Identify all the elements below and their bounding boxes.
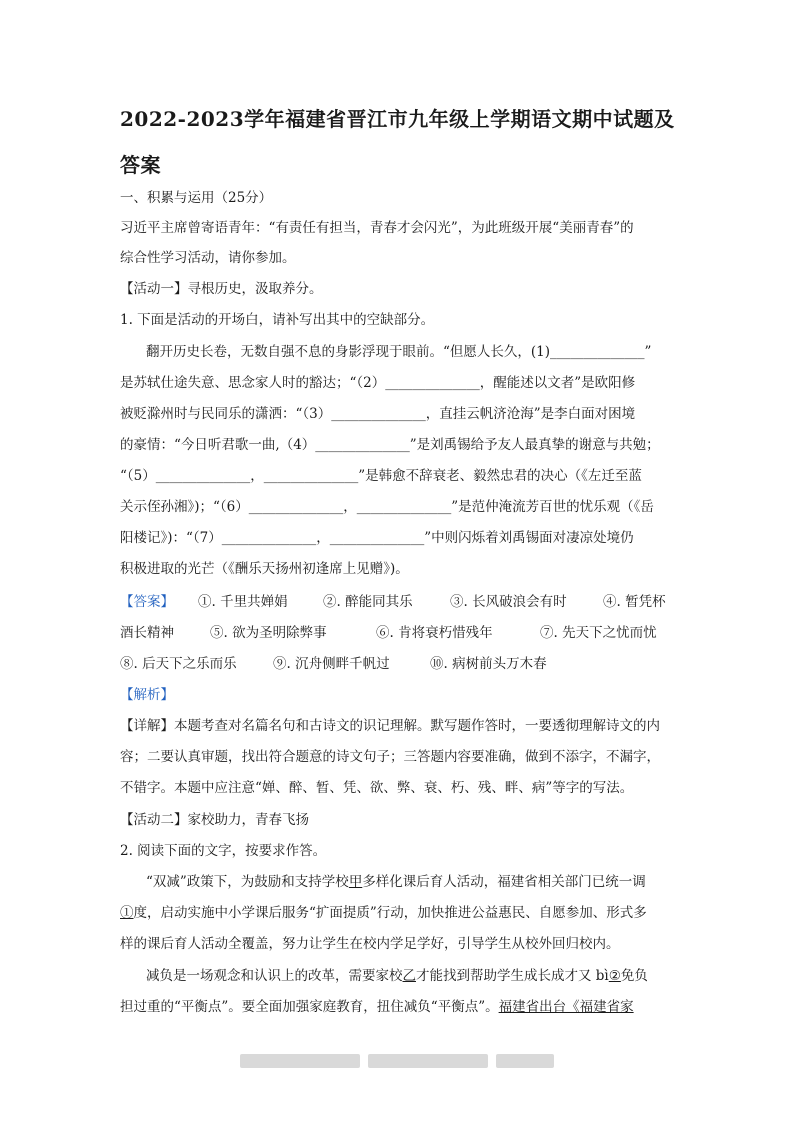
answer-row-3 xyxy=(120,654,680,674)
detail-line-1: 【详解】本题考查对名篇名句和古诗文的识记理解。默写题作答时，一要透彻理解诗文的内 xyxy=(120,718,660,734)
intro-line-1: 习近平主席曾寄语青年：“有责任有担当，青春才会闪光”，为此班级开展“美丽青春”的 xyxy=(120,220,634,236)
passage2-text: 多样化课后育人活动，福建省相关部门已统一调 xyxy=(362,874,646,890)
passage1-line-3: 被贬滁州时与民同乐的潇洒：“（3）______________，直挂云帆济沧海”是李白面对困境 xyxy=(120,406,636,422)
answer-row-1 xyxy=(120,592,680,612)
question-2: 2. 阅读下面的文字，按要求作答。 xyxy=(120,843,327,859)
question-1: 1. 下面是活动的开场白，请补写出其中的空缺部分。 xyxy=(120,312,435,328)
passage1-line-1: 翻开历史长卷，无数自强不息的身影浮现于眼前。“但愿人长久，(1)______________” xyxy=(146,344,652,360)
passage2-text: 度，启动实施中小学课后服务“扩面提质”行动，加快推进公益惠民、自愿参加、形式多 xyxy=(133,905,647,921)
passage1-line-8: 积极进取的光芒（《酬乐天扬州初逢席上见赠》)。 xyxy=(120,561,409,577)
answer-item: 酒长精神 xyxy=(120,625,174,641)
blurred-footer-segment xyxy=(240,1054,360,1068)
passage2-line-4 xyxy=(146,966,648,986)
answer-item: ⑥. 肯将衰朽惜残年 xyxy=(376,625,493,641)
answer-row-2 xyxy=(120,623,680,643)
answer-item: ⑤. 欲为圣明除弊事 xyxy=(210,625,327,641)
answer-item: ⑧. 后天下之乐而乐 xyxy=(120,656,237,672)
passage2-text: 减负是一场观念和认识上的改革，需要家校 xyxy=(146,968,403,984)
answer-item: ⑨. 沉舟侧畔千帆过 xyxy=(273,656,390,672)
passage2-line-3: 样的课后育人活动全覆盖，努力让学生在校内学足学好，引导学生从校外回归校内。 xyxy=(120,936,620,952)
passage2-text: 担过重的“平衡点”。要全面加强家庭教育，扭住减负“平衡点”。 xyxy=(120,999,499,1015)
passage1-line-2: 是苏轼仕途失意、思念家人时的豁达；“（2）______________，醒能述以文者”是欧阳修 xyxy=(120,375,636,391)
blank-marker-1: ① xyxy=(120,905,134,921)
blurred-footer-segment xyxy=(368,1054,488,1068)
blank-marker-2: ② xyxy=(608,968,621,984)
passage1-line-7: 阳楼记》)：“（7）______________，______________”中则闪烁着刘禹锡面对凄凉处境仍 xyxy=(120,530,634,546)
passage2-text: 才能找到帮助学生成长成才又 bì xyxy=(416,968,609,984)
section-heading: 一、积累与运用（25分） xyxy=(120,190,273,206)
passage2-underlined-text: 福建省出台《福建省家 xyxy=(498,999,634,1015)
passage2-line-2 xyxy=(120,903,647,923)
answer-item: ①. 千里共婵娟 xyxy=(198,594,288,610)
passage1-line-4: 的豪情：“今日听君歌一曲,（4）______________”是刘禹锡给予友人最真挚的谢意与共勉； xyxy=(120,437,660,453)
blank-marker-jia: 甲 xyxy=(348,874,363,890)
answer-item: ②. 醉能同其乐 xyxy=(323,594,413,610)
passage2-line-1 xyxy=(146,872,646,892)
passage2-line-5 xyxy=(120,997,634,1017)
passage1-line-5: “（5）______________，______________”是韩愈不辞衰老、毅然忠君的决心（《左迁至蓝 xyxy=(120,468,642,484)
answer-item: ③. 长风破浪会有时 xyxy=(450,594,567,610)
page-title: 2022-2023学年福建省晋江市九年级上学期语文期中试题及答案 xyxy=(120,107,675,177)
activity-1-heading: 【活动一】寻根历史，汲取养分。 xyxy=(120,281,323,297)
activity-2-heading: 【活动二】家校助力，青春飞扬 xyxy=(120,812,309,828)
blank-marker-yi: 乙 xyxy=(402,968,416,984)
answer-item: ⑩. 病树前头万木春 xyxy=(430,656,547,672)
detail-line-2: 容；二要认真审题，找出符合题意的诗文句子；三答题内容要准确，做到不添字，不漏字， xyxy=(120,749,660,765)
answer-item: ⑦. 先天下之忧而忧 xyxy=(540,625,657,641)
answer-item: ④. 暂凭杯 xyxy=(603,594,666,610)
passage2-text: “双减”政策下，为鼓励和支持学校 xyxy=(146,874,349,890)
blurred-footer-segment xyxy=(496,1054,554,1068)
intro-line-2: 综合性学习活动，请你参加。 xyxy=(120,250,296,266)
detail-line-3: 不错字。本题中应注意“婵、醉、暂、凭、欲、弊、衰、朽、残、畔、病”等字的写法。 xyxy=(120,780,634,796)
passage2-text: 免负 xyxy=(620,968,648,984)
answer-label: 【答案】 xyxy=(120,594,174,610)
analysis-label: 【解析】 xyxy=(120,687,174,703)
passage1-line-6: 关示侄孙湘》)；“（6）______________，______________”是范仲淹流芳百世的忧乐观（《岳 xyxy=(120,499,654,515)
